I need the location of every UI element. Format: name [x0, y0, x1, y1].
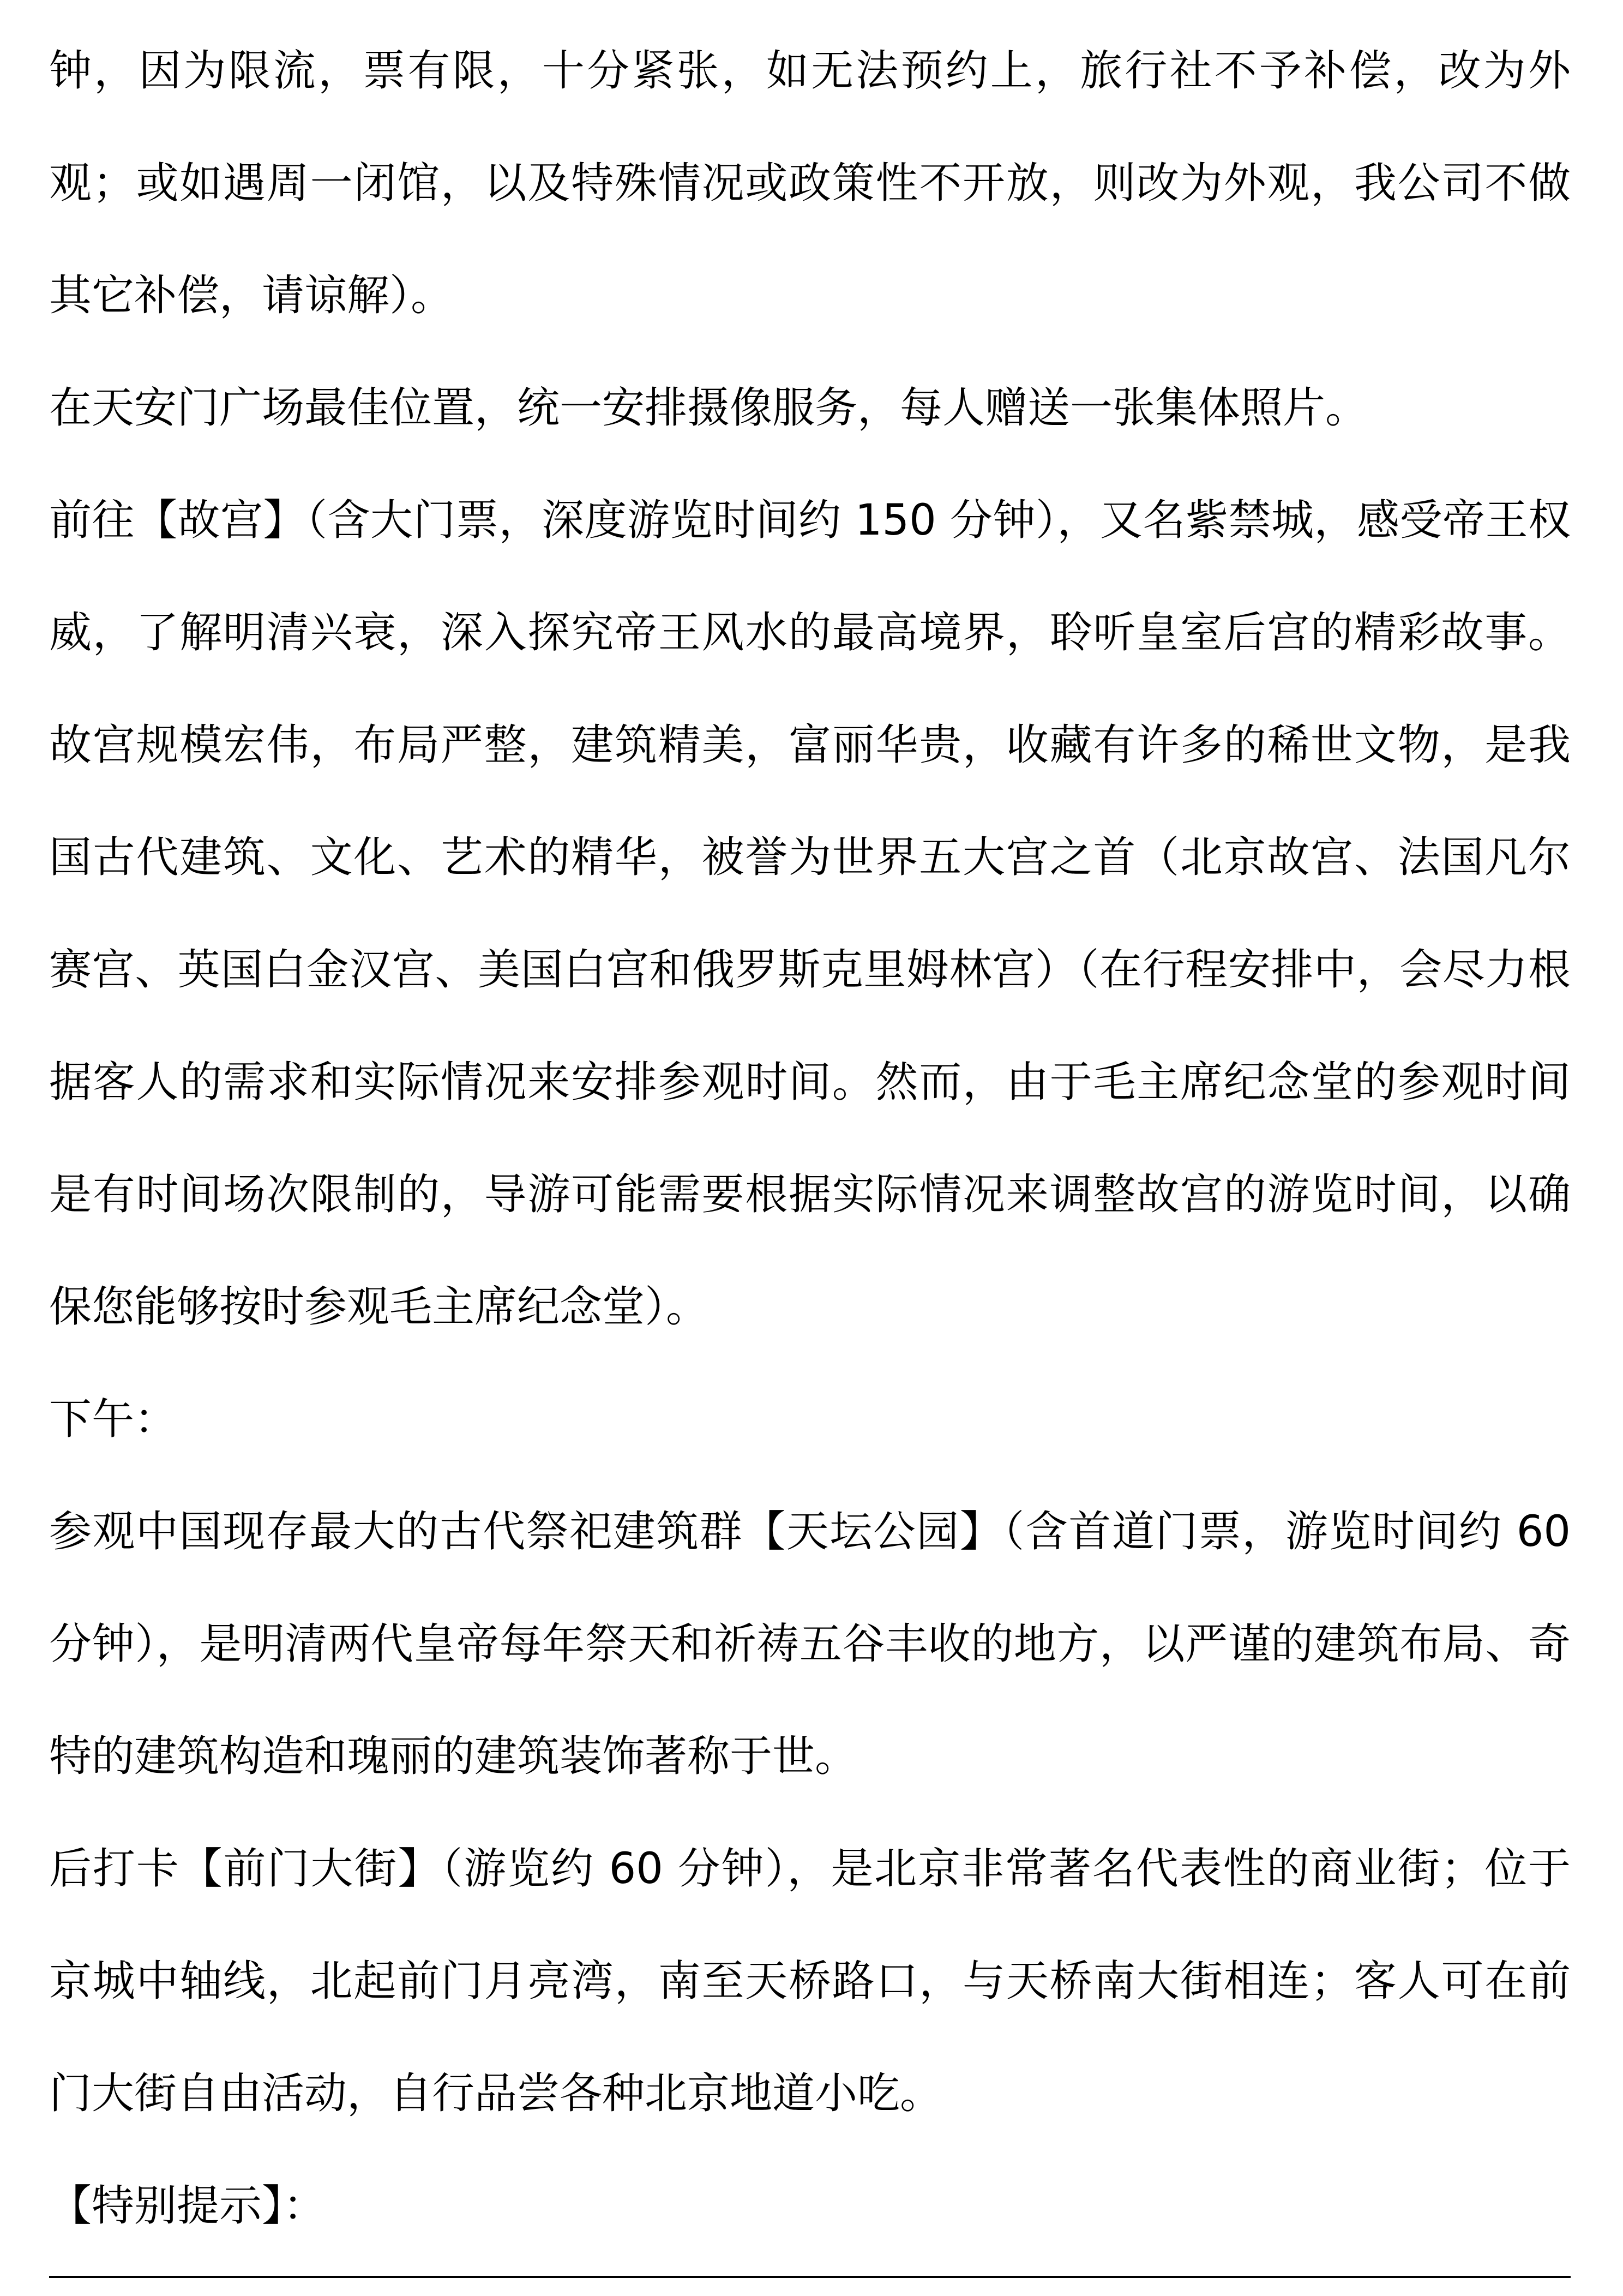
- paragraph-afternoon-label: 下午：: [49, 1395, 177, 1444]
- paragraph-photo-service: 在天安门广场最佳位置，统一安排摄像服务，每人赠送一张集体照片。: [49, 383, 1368, 433]
- special-notice-heading: 【特别提示】：: [49, 2181, 326, 2231]
- paragraph-qianmen-street: 后打卡【前门大街】（游览约 60 分钟），是北京非常著名代表性的商业街；位于京城中轴线，北起前门月亮湾，南至天桥路口，与天桥南大街相连；客人可在前门大街自由活动，自行品尝各种北京地道小吃。: [49, 1844, 1571, 2118]
- paragraph-forbidden-city: 前往【故宫】（含大门票，深度游览时间约 150 分钟），又名紫禁城，感受帝王权威，了解明清兴衰，深入探究帝王风水的最高境界，聆听皇室后宫的精彩故事。故宫规模宏伟，布局严整，建筑精美，富丽华贵，收藏有许多的稀世文物，是我国古代建筑、文化、艺术的精华，被誉为世界五大宫之首（北京故宫、法国凡尔赛宫、英国白金汉宫、美国白宫和俄罗斯克里姆林宫）（在行程安排中，会尽力根据客人的需求和实际情况来安排参观时间。然而，由于毛主席纪念堂的参观时间是有时间场次限制的，导游可能需要根据实际情况来调整故宫的游览时间，以确保您能够按时参观毛主席纪念堂）。: [49, 496, 1571, 1332]
- bottom-divider: [49, 2276, 1571, 2278]
- document-body: [49, 0, 1571, 2262]
- paragraph-ticket-note: 钟，因为限流，票有限，十分紧张，如无法预约上，旅行社不予补偿，改为外观；或如遇周一闭馆，以及特殊情况或政策性不开放，则改为外观，我公司不做其它补偿，请谅解）。: [49, 46, 1571, 320]
- paragraph-temple-of-heaven: 参观中国现存最大的古代祭祀建筑群【天坛公园】（含首道门票，游览时间约 60 分钟），是明清两代皇帝每年祭天和祈祷五谷丰收的地方，以严谨的建筑布局、奇特的建筑构造和瑰丽的建筑装饰著称于世。: [49, 1507, 1571, 1781]
